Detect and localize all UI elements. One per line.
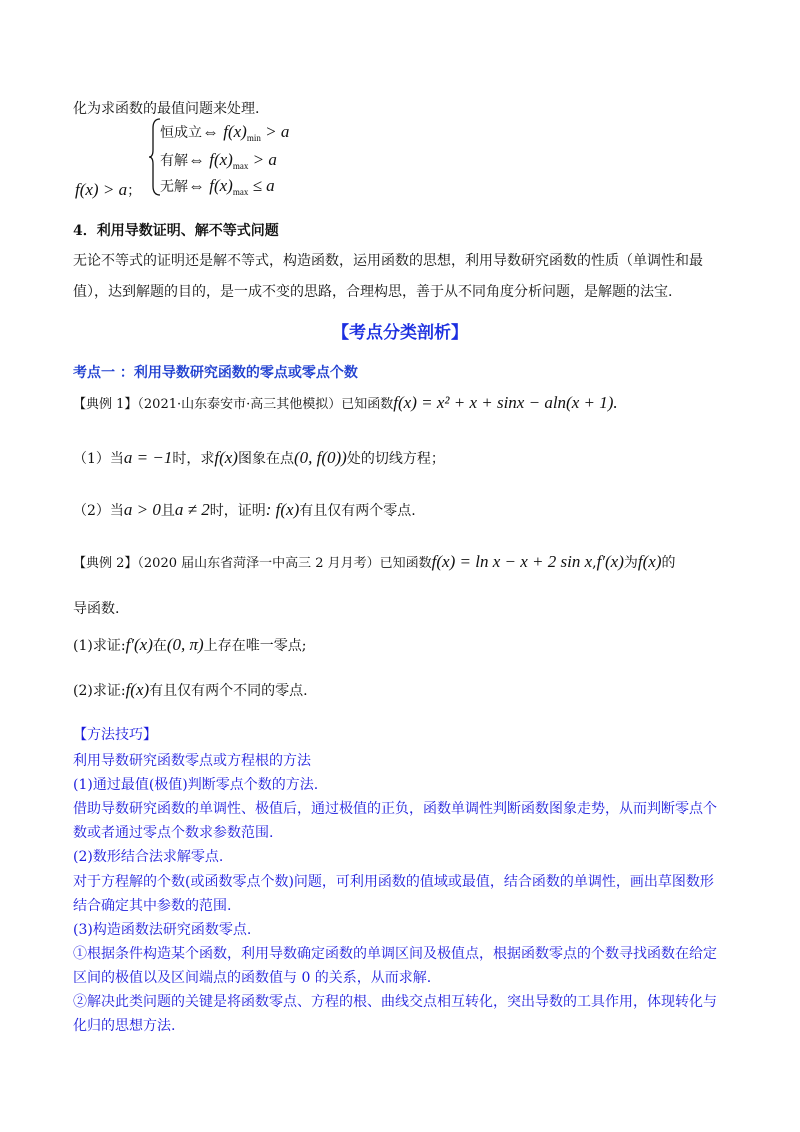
e2q1-fprime: f′(x) xyxy=(125,635,153,654)
q1-text-d: 处的切线方程； xyxy=(346,451,445,467)
e2q2-text-b: 有且仅有两个不同的零点. xyxy=(149,683,308,699)
q2-cond2: a ≠ 2 xyxy=(174,500,210,519)
section4-heading: 4．利用导数证明、解不等式问题 xyxy=(73,223,279,239)
method-line: 化归的思想方法. xyxy=(73,1018,176,1035)
e2q1-interval: (0, π) xyxy=(166,635,204,654)
q1-f: f(x) xyxy=(214,448,238,467)
section4-para-line1: 无论不等式的证明还是解不等式，构造函数，运用函数的思想，利用导数研究函数的性质（单调性和最 xyxy=(73,253,703,269)
example2-wei: 为 xyxy=(623,555,638,571)
e2q1-text-a: (1)求证: xyxy=(73,638,126,654)
method-line: 结合确定其中参数的范围. xyxy=(73,897,232,914)
q2-text-a: （2）当 xyxy=(73,503,124,519)
case-expr: ⇔ f(x) xyxy=(188,150,233,169)
q1-text-b: 时，求 xyxy=(172,451,215,467)
intro-line: 化为求函数的最值问题来处理. xyxy=(73,101,260,117)
example1-line xyxy=(73,393,618,413)
q1-text-a: （1）当 xyxy=(73,451,124,467)
cases-lhs-expr: f(x) > a xyxy=(75,180,128,199)
method-line: (1)通过最值(极值)判断零点个数的方法. xyxy=(73,777,319,794)
q1-text-c: 图象在点 xyxy=(237,451,294,467)
case-sub: max xyxy=(232,161,249,171)
q2-text-b: 且 xyxy=(160,503,175,519)
method-line: ②解决此类问题的关键是将函数零点、方程的根、曲线交点相互转化，突出导数的工具作用，体现转化与 xyxy=(73,994,717,1010)
example1-q1 xyxy=(73,448,445,468)
case-label: 无解 xyxy=(160,179,188,195)
method-line: 借助导数研究函数的单调性、极值后，通过极值的正负，函数单调性判断函数图象走势，从而判断零点个 xyxy=(73,801,717,818)
case-row-1 xyxy=(160,122,289,142)
q2-text-d: 有且仅有两个零点. xyxy=(299,503,416,519)
method-line: (3)构造函数法研究函数零点. xyxy=(73,921,252,938)
q2-cond1: a > 0 xyxy=(123,500,161,519)
case-row-3 xyxy=(160,176,275,196)
example2-line2: 导函数. xyxy=(73,601,120,617)
case-tail: > a xyxy=(248,150,277,169)
method-line: ①根据条件构造某个函数，利用导数确定函数的单调区间及极值点，根据函数零点的个数寻找函数在给定 xyxy=(73,945,717,962)
case-label: 恒成立 xyxy=(160,125,202,141)
case-expr: ⇔ f(x) xyxy=(202,122,247,141)
case-row-2 xyxy=(160,150,277,170)
case-tail: ≤ a xyxy=(248,176,275,195)
q2-f: : f(x) xyxy=(265,500,300,519)
example2-q2 xyxy=(73,680,308,700)
q1-point: (0, f(0)) xyxy=(293,448,347,467)
e2q2-text-a: (2)求证: xyxy=(73,683,126,699)
example2-line xyxy=(73,552,675,572)
example2-sep: , xyxy=(592,555,597,571)
method-line: 区间的极值以及区间端点的函数值与 0 的关系，从而求解. xyxy=(73,969,432,986)
case-tail: > a xyxy=(260,122,290,141)
example1-q2 xyxy=(73,500,416,520)
case-sub: max xyxy=(232,187,249,197)
kaodian-heading: 考点一 ：利用导数研究函数的零点或零点个数 xyxy=(73,365,358,381)
method-title: 【方法技巧】 xyxy=(73,727,157,743)
e2q2-f: f(x) xyxy=(125,680,150,699)
q1-cond: a = −1 xyxy=(123,448,173,467)
q2-text-c: 时，证明 xyxy=(209,503,266,519)
method-line: 数或者通过零点个数求参数范围. xyxy=(73,825,274,842)
e2q1-text-b: 在 xyxy=(152,638,167,654)
example2-fprime: f′(x) xyxy=(596,552,624,571)
cases-lhs-sep: ； xyxy=(127,183,142,199)
example2-q1 xyxy=(73,635,306,655)
example2-function: f(x) = ln x − x + 2 sin x xyxy=(431,552,593,571)
e2q1-text-c: 上存在唯一零点; xyxy=(203,638,307,654)
example2-de: 的 xyxy=(661,555,676,571)
case-expr: ⇔ f(x) xyxy=(188,176,233,195)
example2-f: f(x) xyxy=(637,552,662,571)
example1-function: f(x) = x² + x + sinx − aln(x + 1). xyxy=(393,393,618,412)
section-title: 【考点分类剖析】 xyxy=(332,323,468,343)
section4-para-line2: 值），达到解题的目的，是一成不变的思路，合理构思，善于从不同角度分析问题，是解题的法宝. xyxy=(73,284,673,300)
case-label: 有解 xyxy=(160,153,188,169)
example1-prefix: 【典例 1】（2021·山东泰安市·高三其他模拟）已知函数 xyxy=(73,397,394,412)
method-line: 利用导数研究函数零点或方程根的方法 xyxy=(73,753,311,769)
method-line: (2)数形结合法求解零点. xyxy=(73,849,224,866)
case-sub: min xyxy=(246,133,261,143)
method-line: 对于方程解的个数(或函数零点个数)问题，可利用函数的值域或最值，结合函数的单调性，画出草图数形 xyxy=(73,873,714,890)
cases-lhs xyxy=(75,180,141,200)
example2-prefix: 【典例 2】（2020 届山东省菏泽一中高三 2 月月考）已知函数 xyxy=(73,556,432,571)
